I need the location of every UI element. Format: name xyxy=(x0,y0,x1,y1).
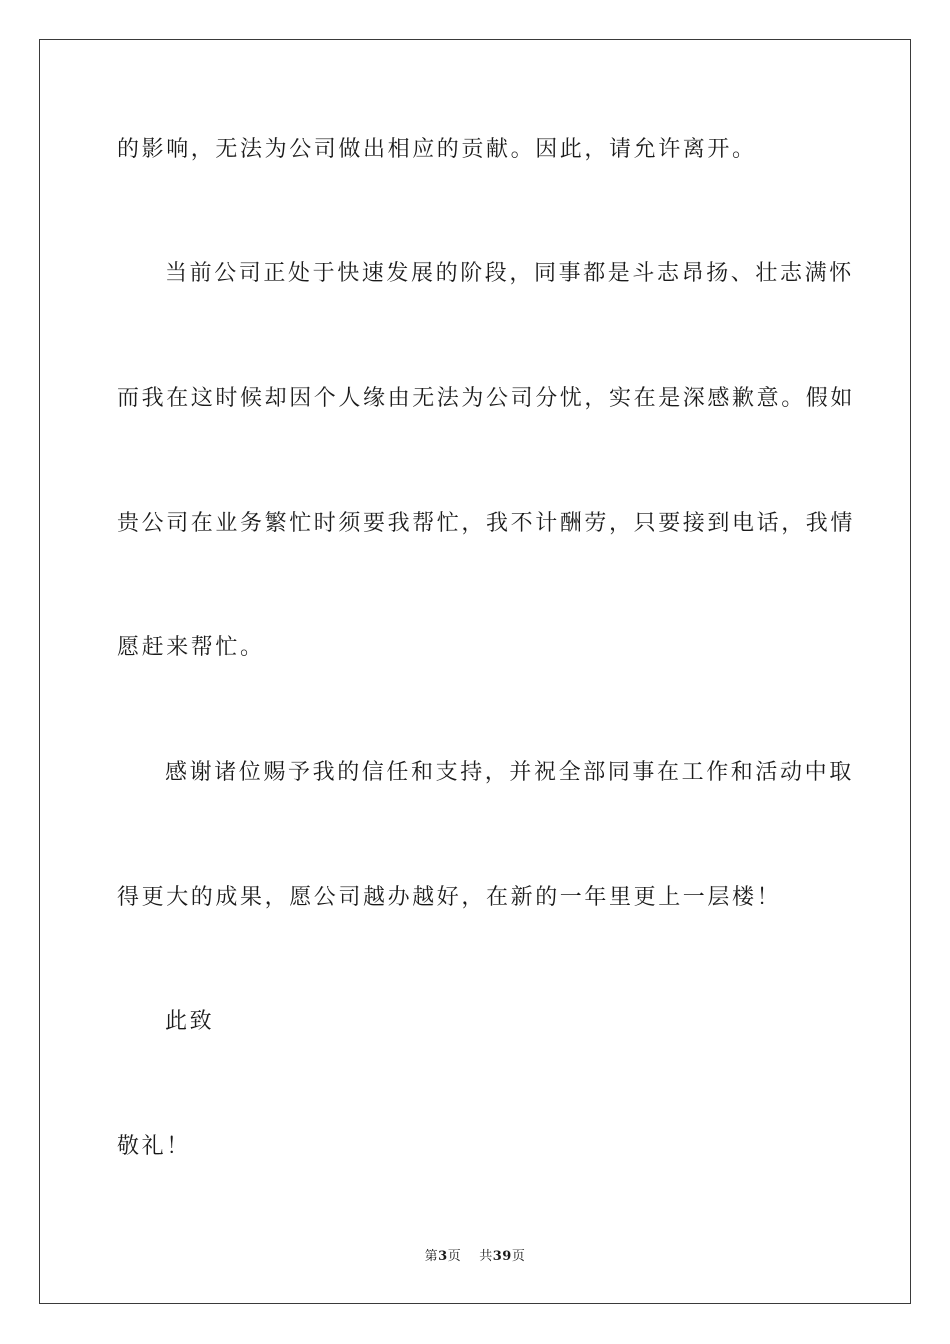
paragraph-line-4: 贵公司在业务繁忙时须要我帮忙，我不计酬劳，只要接到电话，我情 xyxy=(117,511,856,536)
paragraph-line-3: 而我在这时候却因个人缘由无法为公司分忧，实在是深感歉意。假如 xyxy=(117,386,856,411)
paragraph-line-5: 愿赶来帮忙。 xyxy=(117,635,265,660)
footer-total-suffix: 页 xyxy=(511,1249,526,1264)
closing-regards: 敬礼！ xyxy=(117,1134,191,1159)
footer-total-prefix: 共 xyxy=(479,1249,493,1264)
closing-salutation: 此致 xyxy=(165,1009,215,1034)
paragraph-line-2: 当前公司正处于快速发展的阶段，同事都是斗志昂扬、壮志满怀 xyxy=(165,261,854,286)
footer-page-prefix: 第 xyxy=(424,1249,439,1264)
paragraph-line-7: 得更大的成果，愿公司越办越好，在新的一年里更上一层楼！ xyxy=(117,885,782,910)
footer-page-number: 3 xyxy=(438,1249,448,1264)
footer-page-suffix: 页 xyxy=(447,1249,462,1264)
paragraph-line-6: 感谢诸位赐予我的信任和支持，并祝全部同事在工作和活动中取 xyxy=(165,760,854,785)
footer-total-pages: 39 xyxy=(492,1249,512,1264)
page-border xyxy=(39,39,911,1304)
page-footer xyxy=(0,1248,950,1266)
paragraph-line-1: 的影响，无法为公司做出相应的贡献。因此，请允许离开。 xyxy=(117,137,757,162)
